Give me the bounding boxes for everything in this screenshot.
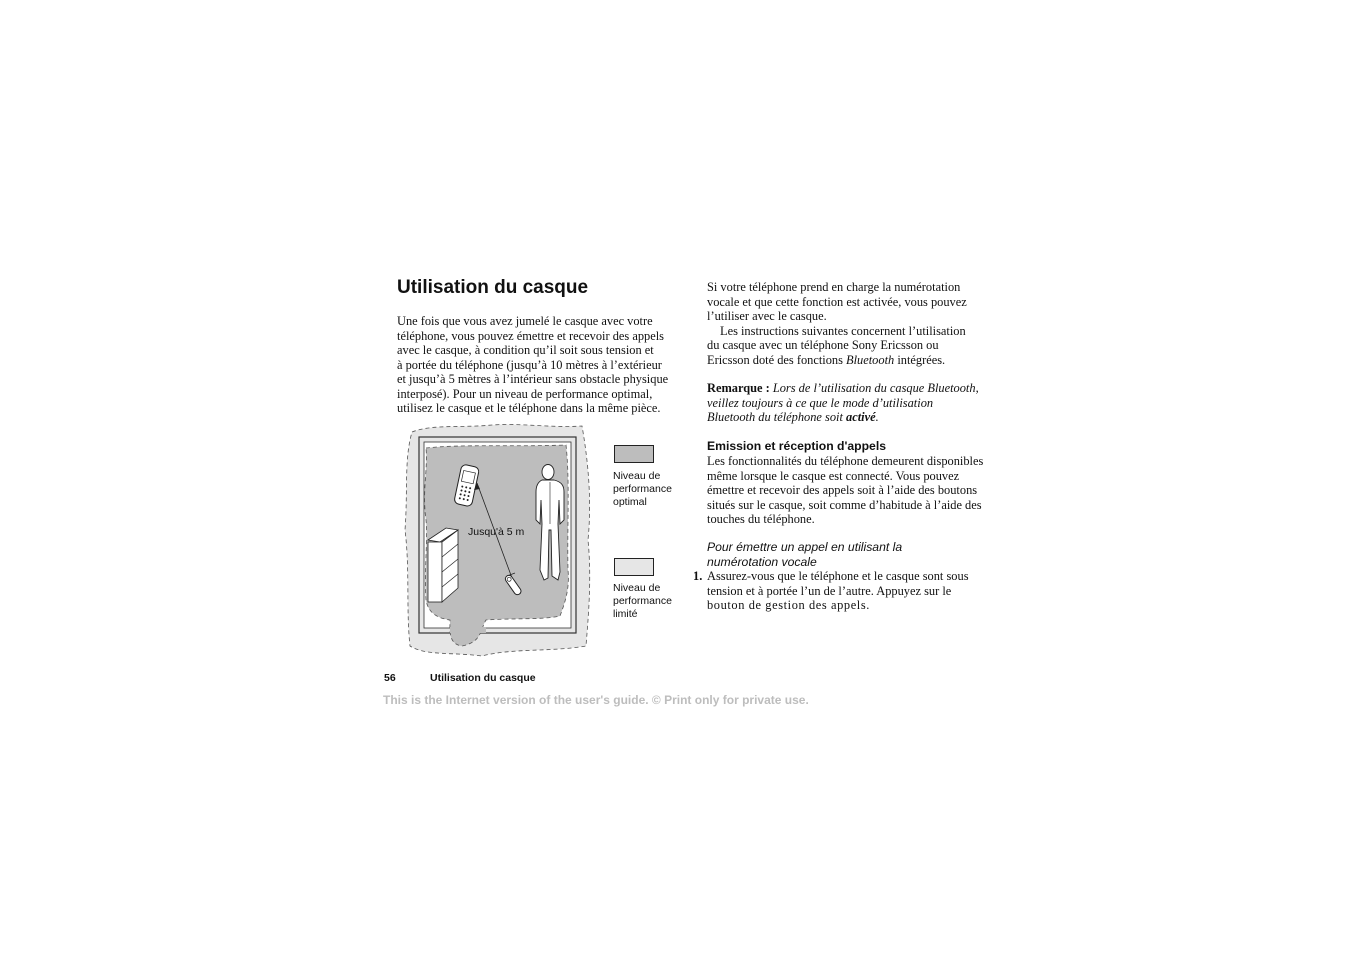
legend-swatch-optimal xyxy=(614,445,654,463)
voice-dialing-paragraph xyxy=(707,280,967,367)
note-text: veillez toujours à ce que le mode d’utilisation xyxy=(707,395,934,410)
text-line xyxy=(707,353,967,368)
step-text xyxy=(707,569,969,613)
note-line xyxy=(707,410,979,425)
intro-line: téléphone, vous pouvez émettre et recevoir des appels xyxy=(397,328,664,343)
procedure-heading xyxy=(707,540,902,569)
note-text: Bluetooth du téléphone soit xyxy=(707,410,847,424)
legend-line: performance xyxy=(613,483,672,495)
step-line: tension et à portée l’un de l’autre. Appuyez sur le xyxy=(707,583,952,598)
note-text: . xyxy=(875,410,879,424)
text-line: situés sur le casque, soit comme d’habitude à l’aide des xyxy=(707,497,982,512)
text-span: intégrées. xyxy=(894,352,946,367)
watermark: This is the Internet version of the user's guide. © Print only for private use. xyxy=(383,693,809,707)
legend-swatch-limited xyxy=(614,558,654,576)
legend-line: limité xyxy=(613,608,638,620)
section-heading: Emission et réception d'appels xyxy=(707,439,886,453)
text-line: touches du téléphone. xyxy=(707,512,815,526)
page-title: Utilisation du casque xyxy=(397,277,589,298)
text-line: l’utiliser avec le casque. xyxy=(707,309,827,323)
text-line: Les instructions suivantes concernent l’utilisation xyxy=(720,323,966,338)
procedure-heading-line: numérotation vocale xyxy=(707,554,817,569)
legend-line: optimal xyxy=(613,496,647,508)
intro-line: interposé). Pour un niveau de performance optimal, xyxy=(397,386,653,401)
text-line: Les fonctionnalités du téléphone demeurent disponibles xyxy=(707,454,984,468)
legend-label-limited xyxy=(613,582,672,621)
step-line: Assurez-vous que le téléphone et le casque sont sous xyxy=(707,569,969,583)
range-diagram xyxy=(402,420,594,660)
text-line: du casque avec un téléphone Sony Ericsson ou xyxy=(707,338,939,352)
legend-label-optimal xyxy=(613,470,672,509)
text-line: même lorsque le casque est connecté. Vous pouvez xyxy=(707,468,960,483)
note-text: Lors de l’utilisation du casque Bluetooth, xyxy=(769,381,979,395)
intro-line: utilisez le casque et le téléphone dans la même pièce. xyxy=(397,401,661,415)
legend-line: Niveau de xyxy=(613,470,661,482)
text-span-italic: Bluetooth xyxy=(846,352,895,367)
note-block xyxy=(707,381,979,425)
note-bold: activé xyxy=(846,410,876,424)
section-paragraph xyxy=(707,454,983,527)
intro-line: Une fois que vous avez jumelé le casque avec votre xyxy=(397,314,653,328)
step-number: 1. xyxy=(693,569,703,583)
intro-line: à portée du téléphone (jusqu’à 10 mètres à l’extérieur xyxy=(397,357,662,372)
text-line: émettre et recevoir des appels soit à l’aide des boutons xyxy=(707,483,978,497)
text-line: vocale et que cette fonction est activée, vous pouvez xyxy=(707,294,967,309)
intro-line: et jusqu’à 5 mètres à l’intérieur sans obstacle physique xyxy=(397,372,669,386)
footer-section-title: Utilisation du casque xyxy=(430,672,536,684)
legend-line: performance xyxy=(613,595,672,607)
page-number: 56 xyxy=(384,672,396,684)
legend-line: Niveau de xyxy=(613,582,661,594)
intro-paragraph xyxy=(397,314,668,416)
intro-line: avec le casque, à condition qu’il soit sous tension et xyxy=(397,343,654,357)
text-span: Ericsson doté des fonctions xyxy=(707,352,847,367)
step-line: bouton de gestion des appels. xyxy=(707,598,870,612)
bookshelf-icon xyxy=(428,528,458,602)
note-line xyxy=(707,396,979,411)
note-label: Remarque : xyxy=(707,381,770,395)
text-line: Si votre téléphone prend en charge la numérotation xyxy=(707,280,961,294)
distance-label: Jusqu'à 5 m xyxy=(468,526,525,538)
procedure-heading-line: Pour émettre un appel en utilisant la xyxy=(707,540,903,554)
note-line xyxy=(707,381,979,396)
